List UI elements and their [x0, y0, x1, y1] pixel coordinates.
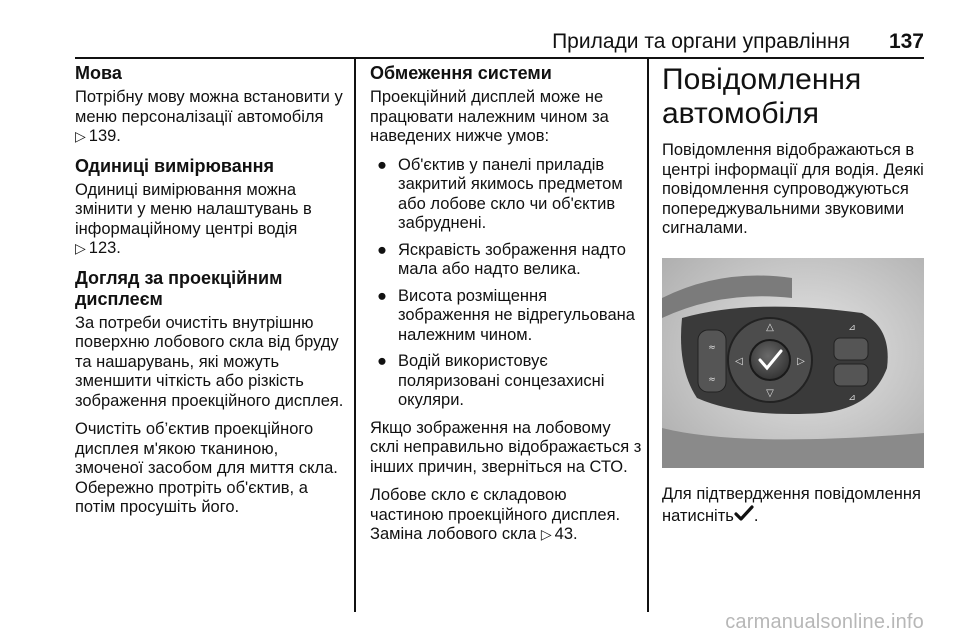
units-body: Одиниці вимірювання можна змінити у меню налаштувань в інформаційному центрі водія	[75, 180, 312, 238]
svg-text:▽: ▽	[766, 387, 774, 399]
units-text	[75, 181, 347, 259]
limits-intro: Проекційний дисплей може не працювати належним чином за наведених нижче умов:	[370, 88, 609, 145]
confirm-instruction-end: .	[753, 506, 759, 525]
check-icon	[734, 505, 754, 521]
svg-text:⊿: ⊿	[848, 322, 856, 333]
svg-text:▷: ▷	[797, 355, 805, 367]
care-heading: Догляд за проекційним дисплеєм	[75, 267, 283, 309]
care-paragraph-1: За потреби очистіть внутрішню поверхню лобового скла від бруду та нашарувань, які можуть зменшити чіткість або різкість зображення проекційного дисплея.	[75, 313, 344, 410]
confirm-button	[750, 340, 790, 380]
right-lower-button	[834, 364, 868, 386]
limits-list	[370, 156, 642, 411]
column-divider-1	[354, 58, 356, 612]
bullet-icon: ●	[377, 240, 387, 259]
language-body: Потрібну мову можна встановити у меню персоналізації автомобіля	[75, 88, 343, 126]
list-item: ● Висота розміщення зображення не відрегульована належним чином.	[377, 286, 635, 344]
bullet-icon: ●	[377, 286, 387, 305]
units-heading: Одиниці вимірювання	[75, 155, 274, 176]
messages-paragraph-1: Повідомлення відображаються в центрі інформації для водія. Деякі повідомлення супроводжуються попереджувальними звуковими сигналами.	[662, 141, 924, 237]
arrow-right-icon: ▷	[75, 128, 86, 144]
messages-heading: Повідомлення автомобіля	[662, 63, 862, 130]
bullet-icon: ●	[377, 352, 387, 370]
svg-text:≈: ≈	[708, 342, 716, 353]
limits-heading: Обмеження системи	[370, 63, 552, 83]
header-rule	[75, 57, 924, 59]
watermark: carmanualsonline.info	[725, 611, 924, 633]
limits-paragraph-1: Якщо зображення на лобовому склі неправильно відображається з інших причин, зверніться на СТО.	[370, 418, 642, 476]
column-1	[75, 63, 347, 527]
arrow-right-icon: ▷	[75, 240, 86, 256]
column-2	[370, 63, 642, 554]
svg-text:◁: ◁	[735, 355, 743, 367]
language-text	[75, 88, 347, 147]
care-paragraph-2: Очистіть об’єктив проекційного дисплея м'якою тканиною, змоченої засобом для миття скла. Обережно протріть об'єктив, а потім просушіть його.	[75, 420, 338, 516]
page-header	[0, 30, 960, 54]
language-heading: Мова	[75, 63, 122, 83]
svg-text:≈: ≈	[708, 374, 716, 385]
limits-paragraph-2-text: Лобове скло є складовою частиною проекційного дисплея. Заміна лобового скла	[370, 486, 621, 543]
language-xref[interactable]: 139.	[88, 127, 121, 145]
limits-paragraph-2	[370, 486, 642, 545]
column-divider-2	[647, 58, 649, 612]
column-3	[662, 63, 930, 535]
right-upper-button	[834, 338, 868, 360]
svg-text:⊿: ⊿	[848, 392, 856, 403]
list-item: ● Об'єктив у панелі приладів закритий якимось предметом або лобове скло чи об'єктив забруднені.	[377, 155, 623, 232]
messages-paragraph-2	[662, 485, 930, 526]
windshield-xref[interactable]: 43.	[554, 525, 578, 543]
page-number: 137	[888, 30, 924, 53]
header-title: Прилади та органи управління	[552, 30, 850, 53]
steering-wheel-controls-photo	[662, 258, 924, 468]
list-item: ● Водій використовує поляризовані сонцезахисні окуляри.	[377, 352, 605, 409]
bullet-icon: ●	[377, 155, 387, 174]
units-xref[interactable]: 123.	[88, 239, 121, 257]
svg-text:△: △	[766, 321, 774, 333]
list-item: ● Яскравість зображення надто мала або надто велика.	[377, 240, 626, 278]
confirm-instruction: Для підтвердження повідомлення натисніть	[662, 485, 921, 525]
arrow-right-icon: ▷	[540, 526, 552, 542]
